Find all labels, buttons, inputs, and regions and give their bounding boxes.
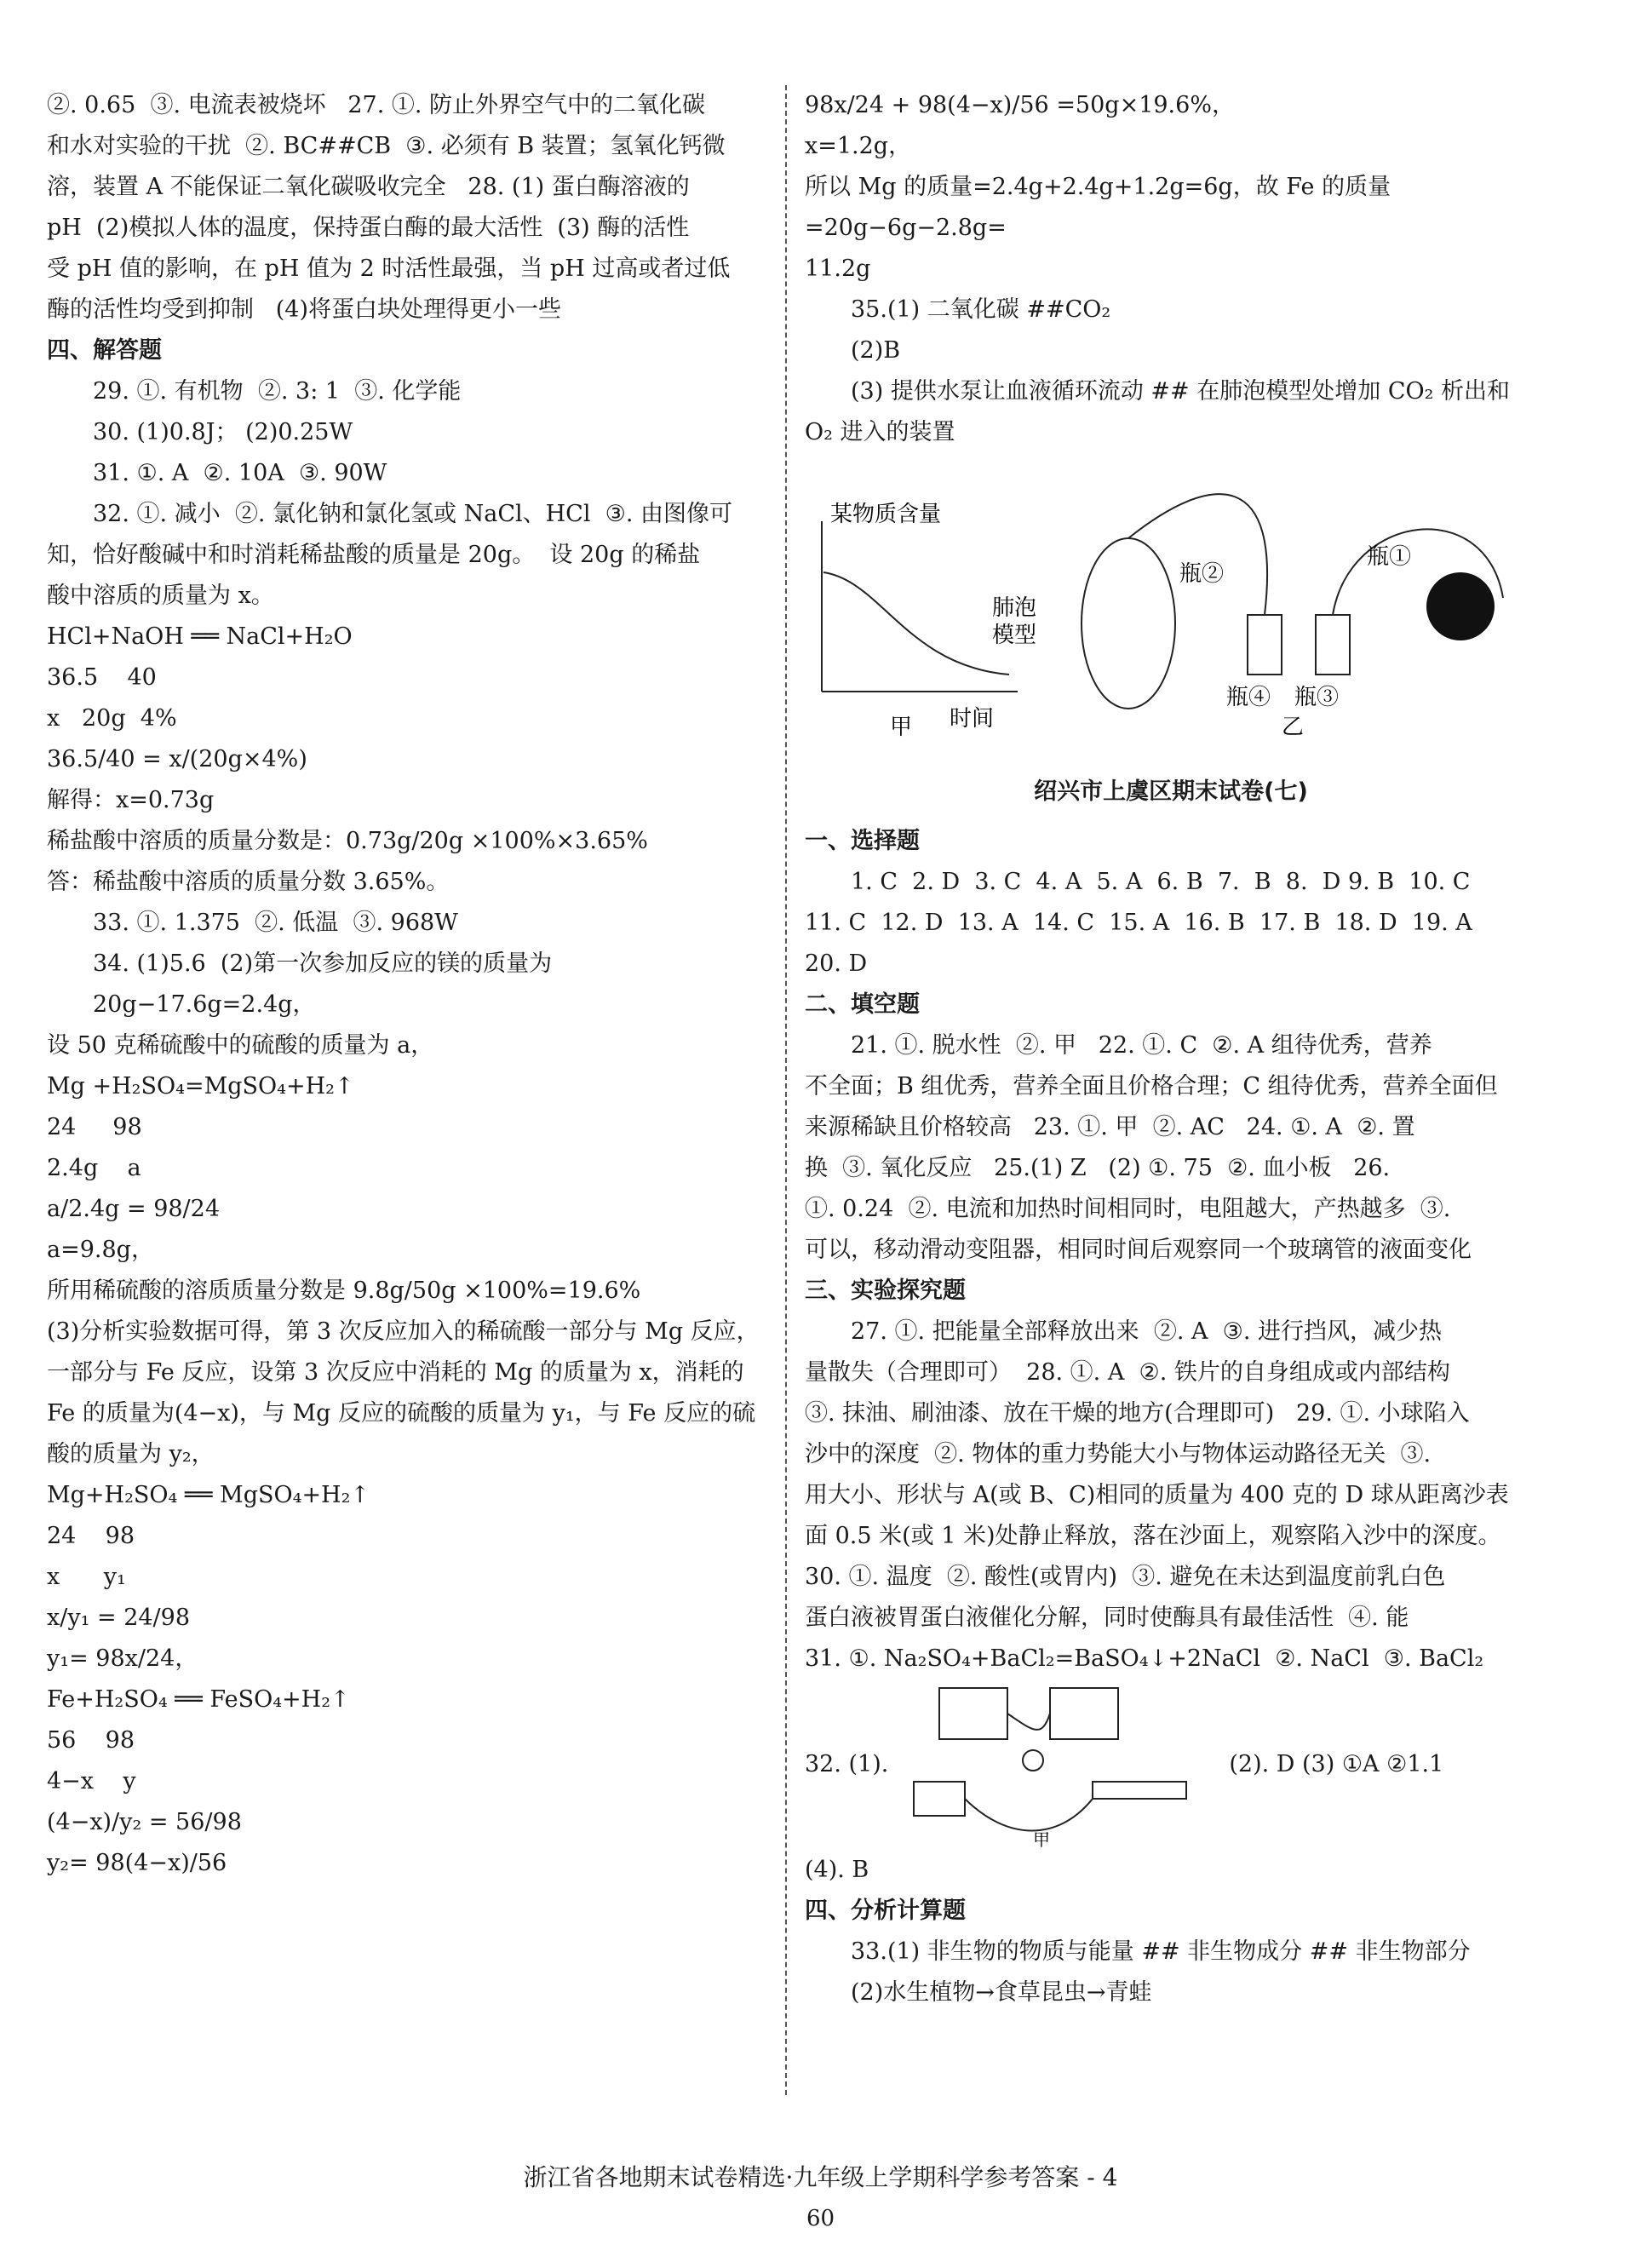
answer-line: 33. ①. 1.375 ②. 低温 ③. 968W <box>93 910 458 936</box>
answer-line: (2)水生植物→食草昆虫→青蛙 <box>851 1979 1152 2006</box>
equation-line: x 20g 4% <box>47 705 177 732</box>
graph-x-label: 时间 <box>950 706 995 732</box>
answer-line: 35.(1) 二氧化碳 ##CO₂ <box>851 296 1111 323</box>
section-heading: 四、解答题 <box>47 337 162 364</box>
page-number: 60 <box>806 2206 835 2231</box>
wires <box>965 1714 1093 1831</box>
bottle <box>1316 615 1350 675</box>
exam-title: 绍兴市上虞区期末试卷(七) <box>1034 778 1308 805</box>
equation-line: 56 98 <box>47 1727 135 1754</box>
answer-line: 32. ①. 减小 ②. 氯化钠和氯化氢或 NaCl、HCl ③. 由图像可 <box>93 501 732 527</box>
equation-line: 4−x y <box>47 1768 136 1794</box>
q32-row <box>805 1679 1537 1850</box>
equation-line: y₂= 98(4−x)/56 <box>47 1850 227 1876</box>
equation-line: 2.4g a <box>47 1155 141 1181</box>
circuit-diagram <box>905 1679 1212 1850</box>
figure-35 <box>805 462 1537 756</box>
answer-line: 21. ①. 脱水性 ②. 甲 22. ①. C ②. A 组待优秀，营养 <box>851 1032 1432 1059</box>
battery <box>914 1782 965 1816</box>
lamp <box>1023 1750 1043 1771</box>
equation-line: HCl+NaOH ══ NaCl+H₂O <box>47 623 353 650</box>
text-line: ②. 0.65 ③. 电流表被烧坏 27. ①. 防止外界空气中的二氧化碳 <box>47 92 706 118</box>
graph-caption: 甲 <box>890 715 913 740</box>
text-line: 溶，装置 A 不能保证二氧化碳吸收完全 28. (1) 蛋白酶溶液的 <box>47 174 690 200</box>
equation-line: x/y₁ = 24/98 <box>47 1605 190 1631</box>
lung-label: 肺泡 <box>992 595 1037 621</box>
answer-line: 不全面；B 组优秀，营养全面且价格合理；C 组待优秀，营养全面但 <box>805 1073 1498 1100</box>
text-line: pH (2)模拟人体的温度，保持蛋白酶的最大活性 (3) 酶的活性 <box>47 215 690 241</box>
text-line: 设 50 克稀硫酸中的硫酸的质量为 a， <box>47 1032 434 1059</box>
text-line: 11.2g <box>805 256 871 282</box>
bottle-1-label: 瓶① <box>1367 544 1412 570</box>
answer-line: 29. ①. 有机物 ②. 3: 1 ③. 化学能 <box>93 378 462 405</box>
answer-line: 30. ①. 温度 ②. 酸性(或胃内) ③. 避免在未达到温度前乳白色 <box>805 1564 1446 1590</box>
section-heading: 四、分析计算题 <box>805 1898 966 1924</box>
graph-curve <box>823 572 1009 675</box>
answer-line: 34. (1)5.6 (2)第一次参加反应的镁的质量为 20g−17.6g=2.4g， <box>93 950 559 1018</box>
answer-line: 量散失（合理即可） 28. ①. A ②. 铁片的自身组成或内部结构 <box>805 1359 1450 1386</box>
answer-line: 30. (1)0.8J； (2)0.25W <box>93 419 353 445</box>
bottle-4-label: 瓶④ <box>1226 685 1271 710</box>
equation-line: 36.5/40 = x/(20g×4%) <box>47 746 307 772</box>
text-line: 受 pH 值的影响，在 pH 值为 2 时活性最强，当 pH 过高或者过低 <box>47 256 731 282</box>
equation-line: 36.5 40 <box>47 664 157 691</box>
section-heading: 一、选择题 <box>805 828 920 854</box>
answer-line: ③. 抹油、刷油漆、放在干燥的地方(合理即可) 29. ①. 小球陷入 <box>805 1400 1470 1427</box>
answer-line: 蛋白液被胃蛋白液催化分解，同时使酶具有最佳活性 ④. 能 <box>805 1605 1409 1631</box>
equation-line: 24 98 <box>47 1114 142 1140</box>
q32-label: 32. (1). <box>805 1751 889 1777</box>
text-line: 答：稀盐酸中溶质的质量分数 3.65%。 <box>47 869 450 895</box>
answer-line: 20. D <box>805 950 868 977</box>
equation-line: Mg +H₂SO₄=MgSO₄+H₂↑ <box>47 1073 354 1100</box>
answer-line: 可以，移动滑动变阻器，相同时间后观察同一个玻璃管的液面变化 <box>805 1237 1472 1263</box>
answer-line: (4). B <box>805 1857 869 1883</box>
answer-line: 面 0.5 米(或 1 米)处静止释放，落在沙面上，观察陷入沙中的深度。 <box>805 1523 1501 1549</box>
equation-line: (4−x)/y₂ = 56/98 <box>47 1809 242 1835</box>
bottle <box>1248 615 1282 675</box>
equation-line: 98x/24 + 98(4−x)/56 =50g×19.6%， <box>805 92 1235 118</box>
text-line: 所以 Mg 的质量=2.4g+2.4g+1.2g=6g，故 Fe 的质量=20g−6g−2.8g= <box>805 174 1391 241</box>
answer-line: 33.(1) 非生物的物质与能量 ## 非生物成分 ## 非生物部分 <box>851 1938 1471 1965</box>
answer-line: 31. ①. A ②. 10A ③. 90W <box>93 460 387 486</box>
answer-line: (2)B <box>851 337 901 364</box>
heart-model <box>1426 572 1495 640</box>
text-line: 一部分与 Fe 反应，设第 3 次反应中消耗的 Mg 的质量为 x，消耗的 <box>47 1359 744 1386</box>
answer-line: 31. ①. Na₂SO₄+BaCl₂=BaSO₄↓+2NaCl ②. NaCl ③. BaCl₂ <box>805 1645 1484 1672</box>
text-line: (3)分析实验数据可得，第 3 次反应加入的稀硫酸一部分与 Mg 反应， <box>47 1318 760 1345</box>
lung-model <box>1082 538 1175 709</box>
text-line: 知，恰好酸碱中和时消耗稀盐酸的质量是 20g。 设 20g 的稀盐 <box>47 542 701 568</box>
text-line: a=9.8g， <box>47 1237 154 1263</box>
text-line: 稀盐酸中溶质的质量分数是：0.73g/20g ×100%×3.65% <box>47 828 648 854</box>
left-column <box>47 85 771 1884</box>
text-line: 酸的质量为 y₂， <box>47 1441 215 1467</box>
voltmeter <box>939 1688 1007 1739</box>
text-line: 和水对实验的干扰 ②. BC##CB ③. 必须有 B 装置；氢氧化钙微 <box>47 133 726 159</box>
text-line: 酸中溶质的质量为 x。 <box>47 583 274 609</box>
ammeter <box>1050 1688 1118 1739</box>
text-line: Fe 的质量为(4−x)，与 Mg 反应的硫酸的质量为 y₁，与 Fe 反应的硫 <box>47 1400 756 1427</box>
answer-line: 11. C 12. D 13. A 14. C 15. A 16. B 17. B 18. D 19. A <box>805 910 1472 936</box>
model-caption: 乙 <box>1282 715 1305 740</box>
circuit-caption: 甲 <box>1033 1829 1051 1850</box>
answer-line: 来源稀缺且价格较高 23. ①. 甲 ②. AC 24. ①. A ②. 置 <box>805 1114 1415 1140</box>
equation-line: 24 98 <box>47 1523 135 1549</box>
answer-line: 27. ①. 把能量全部释放出来 ②. A ③. 进行挡风，减少热 <box>851 1318 1443 1345</box>
answer-line: (3) 提供水泵让血液循环流动 ## 在肺泡模型处增加 CO₂ 析出和 <box>851 378 1511 405</box>
text-line: 解得：x=0.73g <box>47 787 215 813</box>
graph-y-label: 某物质含量 <box>830 502 942 527</box>
equation-line: a/2.4g = 98/24 <box>47 1196 221 1222</box>
right-column <box>805 85 1537 2013</box>
equation-line: Fe+H₂SO₄ ══ FeSO₄+H₂↑ <box>47 1686 350 1713</box>
answer-line: 沙中的深度 ②. 物体的重力势能大小与物体运动路径无关 ③. <box>805 1441 1432 1467</box>
q32-answers: (2). D (3) ①A ②1.1 <box>1229 1751 1444 1777</box>
equation-line: x=1.2g， <box>805 133 912 159</box>
lung-label-2: 模型 <box>992 623 1037 648</box>
text-line: 酶的活性均受到抑制 (4)将蛋白块处理得更小一些 <box>47 296 561 323</box>
answer-line: 用大小、形状与 A(或 B、C)相同的质量为 400 克的 D 球从距离沙表 <box>805 1482 1509 1508</box>
answer-line: 换 ③. 氧化反应 25.(1) Z (2) ①. 75 ②. 血小板 26. <box>805 1155 1391 1181</box>
equation-line: Mg+H₂SO₄ ══ MgSO₄+H₂↑ <box>47 1482 370 1508</box>
footer-caption: 浙江省各地期末试卷精选·九年级上学期科学参考答案 - 4 <box>523 2163 1118 2191</box>
bottle-3-label: 瓶③ <box>1294 685 1340 710</box>
rheostat <box>1093 1782 1186 1799</box>
section-heading: 二、填空题 <box>805 991 920 1018</box>
section-heading: 三、实验探究题 <box>805 1278 966 1304</box>
column-divider <box>785 85 787 2095</box>
text-line: O₂ 进入的装置 <box>805 419 955 445</box>
figure-35-diagram <box>805 462 1537 743</box>
equation-line: y₁= 98x/24， <box>47 1645 198 1672</box>
bottle-2-label: 瓶② <box>1179 561 1225 587</box>
equation-line: x y₁ <box>47 1564 126 1590</box>
text-line: 所用稀硫酸的溶质质量分数是 9.8g/50g ×100%=19.6% <box>47 1278 641 1304</box>
answer-line: 1. C 2. D 3. C 4. A 5. A 6. B 7. B 8. D 9. B 10. C <box>851 869 1471 895</box>
answer-line: ①. 0.24 ②. 电流和加热时间相同时，电阻越大，产热越多 ③. <box>805 1196 1451 1222</box>
